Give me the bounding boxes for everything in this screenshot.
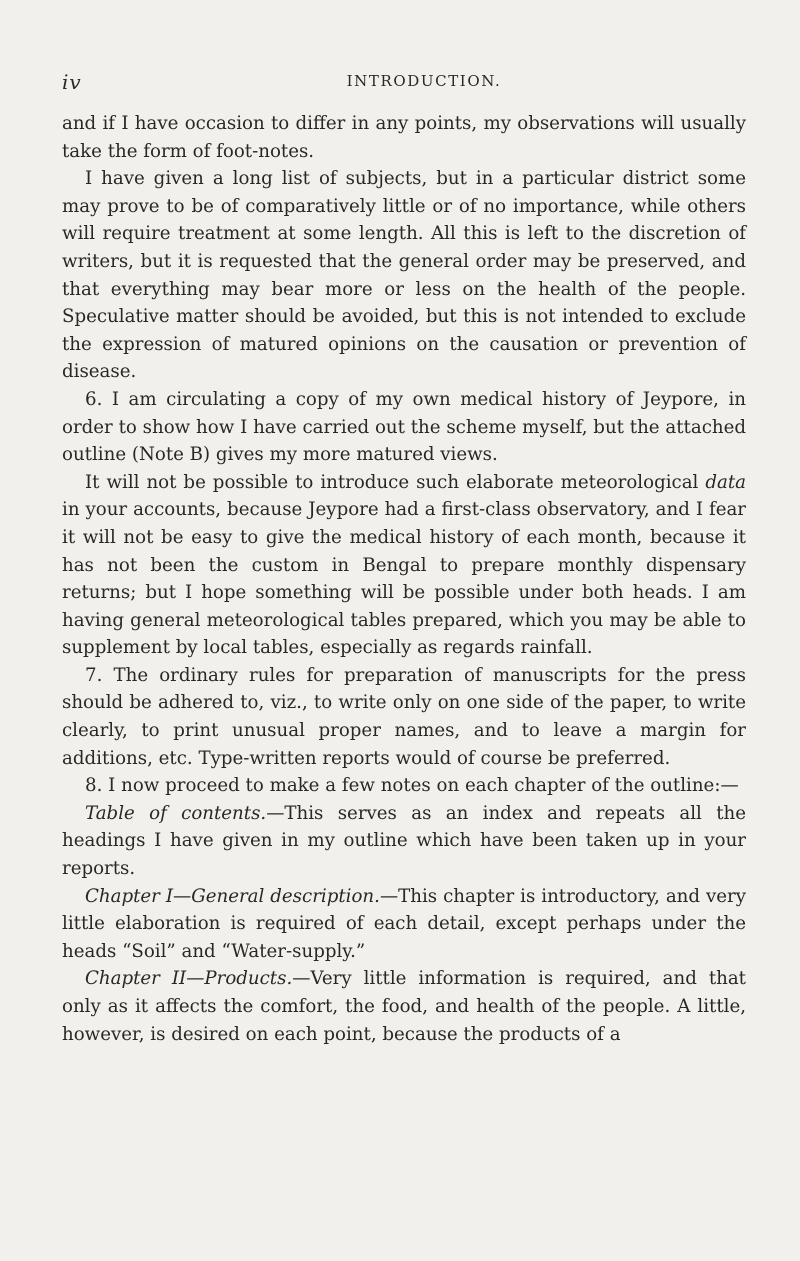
paragraph-text: I have given a long list of subjects, but in a particular district some may prove to be of comparatively little or of no importance, while others will require treatment at some length. All this is left to the discretion of writers, but it is requested that the general order may be preserved, and that everything may bear more or less on the health of the people. Speculative matter should be avoided, but this is not intended to exclude the expression of matured opinions on the causation or prevention of disease.	[62, 168, 746, 383]
paragraph-section-6	[62, 386, 746, 469]
paragraph-text: 6. I am circulating a copy of my own medical history of Jeypore, in order to show how I have carried out the scheme myself, but the attached outline (Note B) gives my more matured views.	[62, 388, 746, 466]
paragraph-text: —This serves as an index and repeats all the headings I have given in my outline which have been taken up in your reports.	[62, 802, 746, 880]
paragraph-chapter-2	[62, 965, 746, 1048]
paragraph-section-8	[62, 772, 746, 800]
paragraph-text: —This chapter is introductory, and very little elaboration is required of each detail, except perhaps under the heads “Soil” and “Water-supply.”	[62, 885, 746, 962]
running-head: INTRODUCTION.	[346, 72, 502, 90]
page-header	[62, 70, 746, 94]
paragraph-table-of-contents	[62, 800, 746, 883]
italic-heading: Table of contents.	[85, 802, 267, 824]
paragraph-text: and if I have occasion to differ in any points, my observations will usually take the form of foot-notes.	[62, 113, 746, 162]
paragraph	[62, 469, 746, 662]
paragraph	[62, 110, 746, 165]
paragraph-section-7	[62, 662, 746, 772]
paragraph-text: 8. I now proceed to make a few notes on each chapter of the outline:—	[85, 775, 739, 797]
paragraph-text: It will not be possible to introduce such elaborate meteorological	[85, 471, 706, 493]
paragraph-text: in your accounts, because Jeypore had a first-class observatory, and I fear it will not be easy to give the medical history of each month, because it has not been the custom in Bengal to prepare monthly dispensary returns; but I hope something will be possible under both heads. I am having general meteorological tables prepared, which you may be able to supplement by local tables, especially as regards rainfall.	[62, 499, 746, 659]
paragraph-text: 7. The ordinary rules for preparation of manuscripts for the press should be adhered to, viz., to write only on one side of the paper, to write clearly, to print unusual proper names, and to leave a margin for additions, etc. Type-written reports would of course be preferred.	[62, 664, 746, 769]
page-number: iv	[62, 70, 82, 94]
italic-term: data	[705, 471, 746, 493]
italic-heading: Chapter I—General description.	[85, 885, 380, 907]
body-text	[62, 110, 746, 1048]
paragraph-chapter-1	[62, 883, 746, 966]
italic-heading: Chapter II—Products.	[85, 968, 293, 990]
paragraph-text: —Very little information is required, and that only as it affects the comfort, the food, and health of the people. A little, however, is desired on each point, because the products of a	[62, 968, 746, 1045]
paragraph	[62, 165, 746, 386]
